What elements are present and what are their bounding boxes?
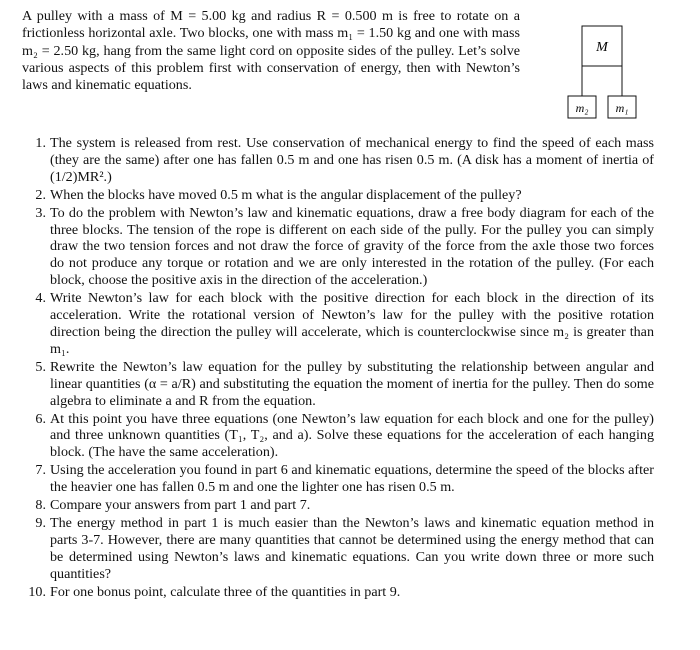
list-item xyxy=(22,187,654,204)
pulley-diagram xyxy=(548,20,658,130)
item-text: The energy method in part 1 is much easier than the Newton’s laws and kinematic equation method in parts 3-7. However, there are many quantities that cannot be determined using the energy method that can be determined using Newton’s laws and kinematic equations. Can you write down three or more such quantities? xyxy=(50,514,654,582)
item-text: The system is released from rest. Use conservation of mechanical energy to find the speed of each mass (they are the same) after one has fallen 0.5 m and one has risen 0.5 m. (A disk has a moment of inertia of (1/2)MR².) xyxy=(50,135,654,185)
list-item xyxy=(22,584,654,601)
list-item xyxy=(22,135,654,186)
item-number: 3. xyxy=(35,204,46,221)
item-text: Write Newton’s law for each block with the positive direction for each block in the direction of its acceleration. Write the rotational version of Newton’s law for the pulley with the positive rotation direction being the direction the pulley will accelerate, which is counterclockwise since m₂ is greater than m₁. xyxy=(50,290,654,357)
item-text: Compare your answers from part 1 and part 7. xyxy=(50,497,311,514)
item-number: 6. xyxy=(35,410,46,427)
list-item xyxy=(22,205,654,290)
item-number: 1. xyxy=(35,135,46,151)
item-text: When the blocks have moved 0.5 m what is the angular displacement of the pulley? xyxy=(50,186,522,203)
list-item xyxy=(22,497,654,514)
item-number: 9. xyxy=(35,514,46,531)
item-number: 5. xyxy=(35,358,46,375)
question-list xyxy=(22,135,654,601)
block-m1-label: m₁ xyxy=(615,101,629,115)
list-item xyxy=(22,462,654,496)
item-text: At this point you have three equations (one Newton’s law equation for each block and one for the pulley) and three unknown quantities (T₁, T₂, and a). Solve these equations for the acceleration of each hanging block. (The have the same acceleration). xyxy=(50,410,654,461)
item-text: Using the acceleration you found in part 6 and kinematic equations, determine the speed of the blocks after the heavier one has fallen 0.5 m and one the lighter one has risen 0.5 m. xyxy=(50,462,654,496)
item-number: 2. xyxy=(35,186,46,203)
item-text: For one bonus point, calculate three of the quantities in part 9. xyxy=(50,583,401,600)
pulley-label: M xyxy=(596,40,608,55)
item-text: Rewrite the Newton’s law equation for the pulley by substituting the relationship between angular and linear quantities (α = a/R) and substituting the equation the moment of inertia for the pulley. Then do some algebra to eliminate a and R from the equation. xyxy=(50,358,654,409)
item-text: To do the problem with Newton’s law and kinematic equations, draw a free body diagram for each of the three blocks. The tension of the rope is different on each side of the pully. For the pulley you can simply draw the two tension forces and not draw the force of gravity of the force from the axle those two forces do not produce any torque or rotation and we are only interested in the rotation of the pulley. (For each block, choose the positive axis in the direction of the acceleration.) xyxy=(50,204,654,289)
item-number: 8. xyxy=(35,497,46,514)
item-number: 4. xyxy=(35,290,46,307)
list-item xyxy=(22,359,654,410)
pulley-figure xyxy=(548,20,658,130)
block-m2-label: m₂ xyxy=(575,101,589,115)
list-item xyxy=(22,290,654,358)
item-number: 10. xyxy=(28,583,46,600)
item-number: 7. xyxy=(35,462,46,479)
list-item xyxy=(22,515,654,583)
problem-intro: A pulley with a mass of M = 5.00 kg and radius R = 0.500 m is free to rotate on a frictionless horizontal axle. Two blocks, one with mass m₁ = 1.50 kg and one with mass m₂ = 2.50 kg, hang from the same light cord on opposite sides of the pulley. Let’s solve various aspects of this problem first with conservation of energy, then with Newton’s laws and kinematic equations. xyxy=(22,8,520,94)
list-item xyxy=(22,411,654,462)
